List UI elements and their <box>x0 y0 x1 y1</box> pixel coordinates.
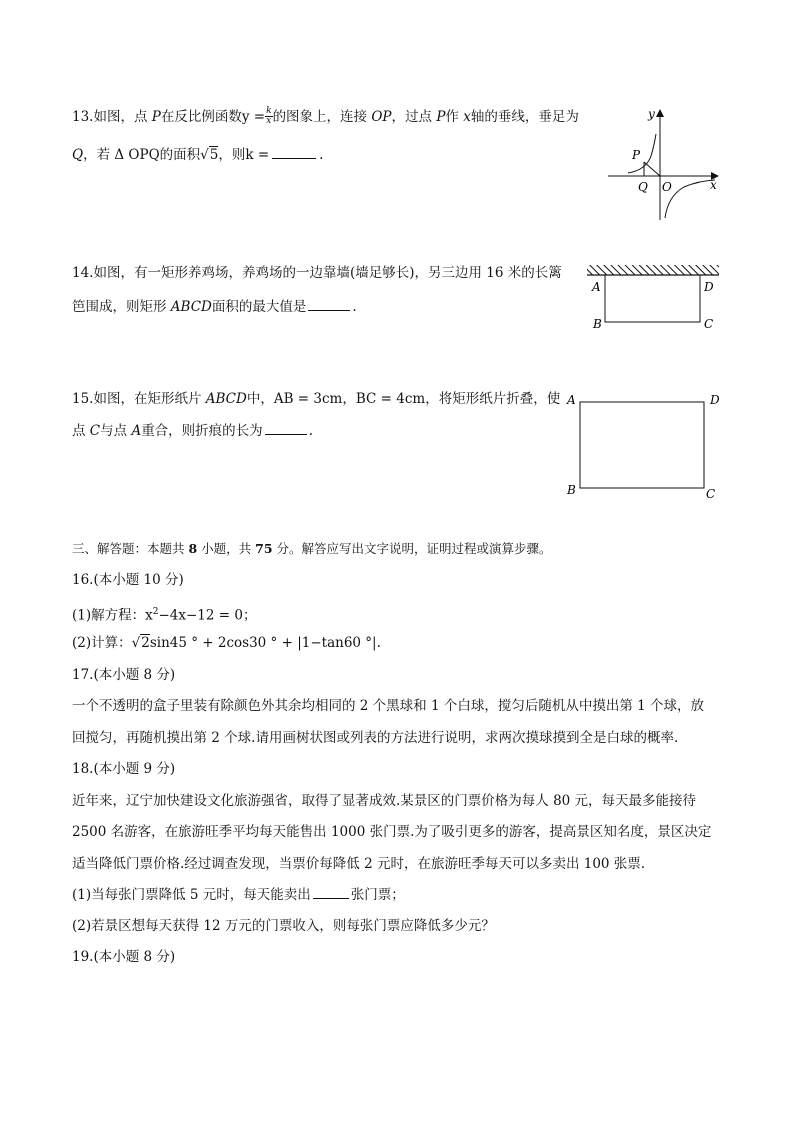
fig13-label-p: P <box>632 148 641 162</box>
q13-function-y: y = <box>241 109 266 125</box>
q17-heading: 17.(本小题 8 分) <box>72 667 176 683</box>
q18-text: 张门票； <box>350 887 405 903</box>
q18-text: (1)当每张门票降低 5 元时，每天能卖出 <box>72 887 311 903</box>
q13-fraction <box>265 107 272 126</box>
section3-text: 小题，共 <box>197 541 256 556</box>
paper-rect <box>580 402 704 488</box>
q14-text: . <box>352 299 357 315</box>
q18-part1 <box>72 886 405 904</box>
q18-part2: (2)若景区想每天获得 12 万元的门票收入，则每张门票应降低多少元？ <box>72 918 495 934</box>
q16-sqrt-value: 2 <box>141 635 150 651</box>
exponent: 2 <box>152 607 159 617</box>
q13-sqrt-value: 5 <box>209 147 219 163</box>
q13-text: 13.如图，点 <box>72 109 152 125</box>
q16-text: (2)计算： <box>72 635 132 651</box>
q16-heading: 16.(本小题 10 分) <box>72 572 184 588</box>
fig14-label-d: D <box>704 280 714 294</box>
q13-point-p: P <box>151 109 161 125</box>
q13-text: ，过点 <box>391 109 437 125</box>
q13-text: 的面积 <box>159 147 201 163</box>
q13-text: 的图象上，连接 <box>272 109 372 125</box>
q13-point-p: P <box>436 109 446 125</box>
answer-blank[interactable] <box>313 886 349 899</box>
q14-text: 14.如图，有一矩形养鸡场，养鸡场的一边靠墙(墙足够长)，另三边用 16 米的长篱 <box>72 265 562 281</box>
figure-15 <box>562 388 728 504</box>
q17-text-line1: 一个不透明的盒子里装有除颜色外其余均相同的 2 个黑球和 1 个白球，搅匀后随机从中摸出第 1 个球，放 <box>72 698 705 714</box>
fig13-label-y: y <box>648 107 655 121</box>
section3-heading <box>72 540 552 558</box>
wall-hatch <box>587 265 719 275</box>
fig15-label-b: B <box>567 483 576 497</box>
q15-text: 重合，则折痕的长为 <box>141 423 263 439</box>
q16-text: (1)解方程：x <box>72 607 153 624</box>
fig14-label-b: B <box>593 317 602 331</box>
fig15-label-c: C <box>706 487 716 501</box>
fig13-label-o: O <box>662 180 672 194</box>
fig15-label-a: A <box>567 393 576 407</box>
q13-k-label: k = <box>245 147 270 163</box>
q13-text: ，则 <box>218 147 246 163</box>
q15-text: 与点 <box>100 423 132 439</box>
section3-text: 分。解答应写出文字说明，证明过程或演算步骤。 <box>272 541 552 556</box>
fig14-label-a: A <box>592 280 601 294</box>
q18-text-line1: 近年来，辽宁加快建设文化旅游强省，取得了显著成效.某景区的门票价格为每人 80 元，每天最多能接待 <box>72 793 697 809</box>
answer-blank[interactable] <box>308 298 350 311</box>
hyperbola-right-branch <box>665 180 715 218</box>
section3-score: 75 <box>255 541 273 556</box>
section3-text: 三、解答题：本题共 <box>72 541 189 556</box>
q14-line2 <box>72 298 357 316</box>
q18-text-line3: 适当降低门票价格.经过调查发现，当票价每降低 2 元时，在旅游旺季每天可以多卖出 100 张票. <box>72 856 646 872</box>
q15-point-a: A <box>131 423 142 439</box>
q15-rect-abcd: ABCD <box>205 391 247 407</box>
fig13-label-q: Q <box>638 180 648 194</box>
q14-text: 笆围成，则矩形 <box>72 299 171 315</box>
fraction-denominator: x <box>266 116 272 126</box>
q15-text: 中，AB = 3cm，BC = 4cm，将矩形纸片折叠，使 <box>246 391 561 407</box>
fig13-label-x: x <box>710 178 717 192</box>
q17-text-line2: 回搅匀，再随机摸出第 2 个球.请用画树状图或列表的方法进行说明，求两次摸球摸到全是白球的概率. <box>72 730 679 746</box>
q19-heading: 19.(本小题 8 分) <box>72 949 176 965</box>
q14-rect-abcd: ABCD <box>170 299 212 315</box>
q13-text: 在反比例函数 <box>160 109 242 125</box>
q14-line1 <box>72 264 562 282</box>
q13-text: . <box>319 147 324 163</box>
q14-text: 面积的最大值是 <box>211 299 307 315</box>
q15-text: 15.如图，在矩形纸片 <box>72 391 206 407</box>
answer-blank[interactable] <box>265 422 307 435</box>
q18-text-line2: 2500 名游客，在旅游旺季平均每天能售出 1000 张门票.为了吸引更多的游客，提高景区知名度，景区决定 <box>72 824 712 840</box>
q13-line2 <box>72 146 323 164</box>
q16-text: −4x−12 = 0； <box>158 607 257 624</box>
q13-text: 轴的垂线，垂足为 <box>470 109 579 125</box>
q15-text: 点 <box>72 423 90 439</box>
q13-x-axis: x <box>463 109 471 125</box>
q13-segment-op: OP <box>371 109 392 125</box>
q13-triangle: Δ OPQ <box>114 147 160 163</box>
q16-text: sin45 ° + 2cos30 ° + |1−tan60 °|. <box>149 635 381 651</box>
q15-text: . <box>308 423 313 439</box>
figure-14 <box>582 258 726 338</box>
q15-line2 <box>72 422 313 440</box>
q13-text: ，若 <box>83 147 115 163</box>
q16-part1 <box>72 603 256 625</box>
fig14-label-c: C <box>704 317 714 331</box>
q13-text: 作 <box>445 109 464 125</box>
fig15-label-d: D <box>710 393 720 407</box>
answer-blank[interactable] <box>272 146 316 159</box>
q13-line1 <box>72 108 579 127</box>
figure-13 <box>600 100 730 225</box>
fence-rect <box>605 275 700 322</box>
segment-op <box>644 162 660 176</box>
q15-line1 <box>72 390 560 408</box>
radical-sign: √ <box>131 635 141 651</box>
radical-sign: √ <box>200 147 209 163</box>
section3-count: 8 <box>188 541 198 556</box>
q13-point-q: Q <box>72 147 84 163</box>
q15-point-c: C <box>89 423 101 439</box>
fraction-numerator: k <box>266 106 272 116</box>
q18-heading: 18.(本小题 9 分) <box>72 761 176 777</box>
q16-part2 <box>72 634 381 652</box>
